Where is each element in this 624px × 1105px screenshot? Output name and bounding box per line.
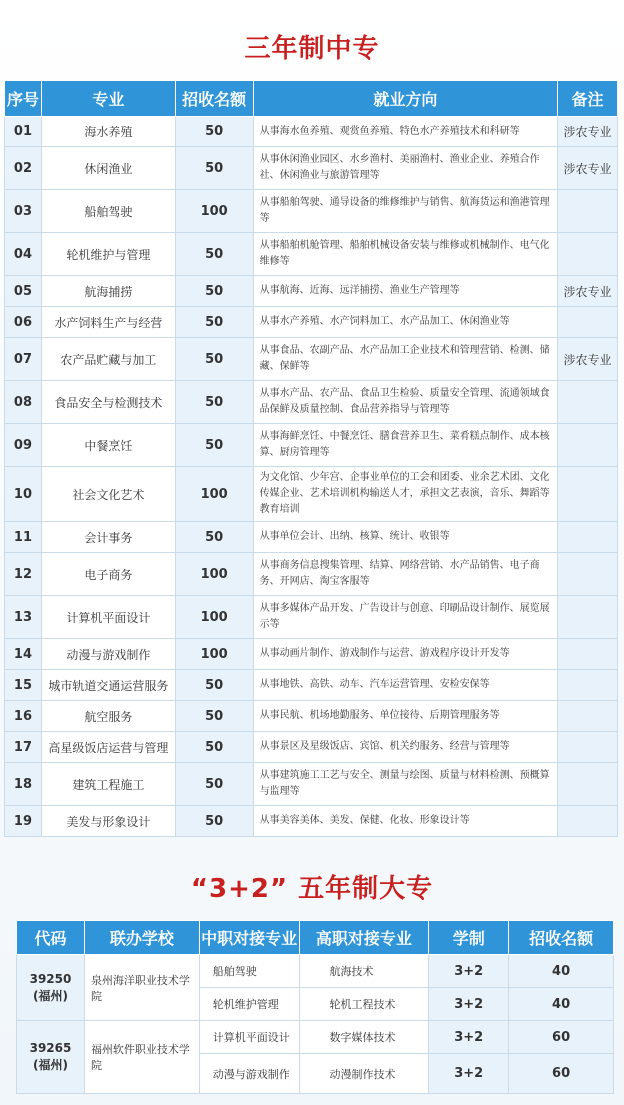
table-header-row xyxy=(17,921,614,955)
row-note xyxy=(558,381,618,424)
row-quota: 50 xyxy=(175,233,253,276)
row-high-major: 航海技术 xyxy=(299,955,429,988)
row-quota: 60 xyxy=(509,1054,614,1094)
row-no: 09 xyxy=(5,424,42,467)
row-quota: 100 xyxy=(175,553,253,596)
table-row xyxy=(5,190,618,233)
table-row xyxy=(5,522,618,553)
row-note xyxy=(558,467,618,522)
table-header-row xyxy=(5,81,618,117)
row-major: 船舶驾驶 xyxy=(41,190,175,233)
row-note xyxy=(558,763,618,806)
row-job: 从事船舶驾驶、通导设备的维修维护与销售、航海货运和渔港管理等 xyxy=(253,190,557,233)
row-quota: 60 xyxy=(509,1021,614,1054)
row-major: 城市轨道交通运营服务 xyxy=(41,670,175,701)
row-quota: 50 xyxy=(175,763,253,806)
row-job: 从事海水鱼养殖、观赏鱼养殖、特色水产养殖技术和科研等 xyxy=(253,117,557,147)
row-major: 航海捕捞 xyxy=(41,276,175,307)
five-year-table xyxy=(16,920,614,1094)
row-major: 会计事务 xyxy=(41,522,175,553)
row-note xyxy=(558,307,618,338)
col-header-code: 代码 xyxy=(17,921,85,955)
table-row xyxy=(5,596,618,639)
row-quota: 50 xyxy=(175,732,253,763)
col-header-quota: 招收名额 xyxy=(175,81,253,117)
table-row xyxy=(5,701,618,732)
row-no: 14 xyxy=(5,639,42,670)
row-job: 从事食品、农副产品、水产品加工企业技术和管理营销、检测、储藏、保鲜等 xyxy=(253,338,557,381)
row-major: 电子商务 xyxy=(41,553,175,596)
row-quota: 50 xyxy=(175,117,253,147)
table-row xyxy=(5,670,618,701)
col-header-major: 专业 xyxy=(41,81,175,117)
row-no: 19 xyxy=(5,806,42,837)
row-job: 从事单位会计、出纳、核算、统计、收银等 xyxy=(253,522,557,553)
row-quota: 50 xyxy=(175,701,253,732)
group-code-cell xyxy=(17,1021,85,1094)
row-major: 航空服务 xyxy=(41,701,175,732)
group-code-cell xyxy=(17,955,85,1021)
row-job: 从事地铁、高铁、动车、汽车运营管理、安检安保等 xyxy=(253,670,557,701)
row-major: 食品安全与检测技术 xyxy=(41,381,175,424)
row-no: 08 xyxy=(5,381,42,424)
row-high-major: 动漫制作技术 xyxy=(299,1054,429,1094)
group-city: (福州) xyxy=(32,988,68,1003)
group-code: 39250 xyxy=(29,971,72,986)
row-job: 从事航海、近海、远洋捕捞、渔业生产管理等 xyxy=(253,276,557,307)
table-row xyxy=(5,307,618,338)
table-row xyxy=(5,732,618,763)
row-quota: 40 xyxy=(509,955,614,988)
row-job: 从事动画片制作、游戏制作与运营、游戏程序设计开发等 xyxy=(253,639,557,670)
col-header-high-major: 高职对接专业 xyxy=(299,921,429,955)
row-no: 04 xyxy=(5,233,42,276)
row-job: 从事民航、机场地勤服务、单位接待、后期管理服务等 xyxy=(253,701,557,732)
row-major: 海水养殖 xyxy=(41,117,175,147)
table-row xyxy=(5,233,618,276)
row-no: 07 xyxy=(5,338,42,381)
table-row xyxy=(5,424,618,467)
row-no: 16 xyxy=(5,701,42,732)
row-note xyxy=(558,596,618,639)
row-quota: 50 xyxy=(175,147,253,190)
col-header-quota: 招收名额 xyxy=(509,921,614,955)
row-note xyxy=(558,670,618,701)
table-row xyxy=(5,117,618,147)
row-mid-major: 轮机维护管理 xyxy=(199,988,299,1021)
row-quota: 50 xyxy=(175,424,253,467)
row-job: 从事休闲渔业园区、水乡渔村、美丽渔村、渔业企业、养殖合作社、休闲渔业与旅游管理等 xyxy=(253,147,557,190)
row-quota: 40 xyxy=(509,988,614,1021)
table-row xyxy=(5,147,618,190)
row-job: 从事水产养殖、水产饲料加工、水产品加工、休闲渔业等 xyxy=(253,307,557,338)
row-mid-major: 动漫与游戏制作 xyxy=(199,1054,299,1094)
row-note: 涉农专业 xyxy=(558,338,618,381)
row-job: 从事船舶机舱管理、船舶机械设备安装与维修或机械制作、电气化维修等 xyxy=(253,233,557,276)
three-year-table xyxy=(4,80,618,837)
row-years: 3+2 xyxy=(429,1054,509,1094)
row-major: 美发与形象设计 xyxy=(41,806,175,837)
three-year-table-body xyxy=(5,117,618,837)
row-major: 中餐烹饪 xyxy=(41,424,175,467)
row-note xyxy=(558,553,618,596)
row-major: 水产饲料生产与经营 xyxy=(41,307,175,338)
col-header-job: 就业方向 xyxy=(253,81,557,117)
row-major: 农产品贮藏与加工 xyxy=(41,338,175,381)
row-note: 涉农专业 xyxy=(558,147,618,190)
row-job: 为文化馆、少年宫、企事业单位的工会和团委、业余艺术团、文化传媒企业、艺术培训机构输送人才，承担文艺表演，音乐、舞蹈等教育培训 xyxy=(253,467,557,522)
row-note xyxy=(558,522,618,553)
row-no: 10 xyxy=(5,467,42,522)
row-no: 01 xyxy=(5,117,42,147)
row-major: 计算机平面设计 xyxy=(41,596,175,639)
row-years: 3+2 xyxy=(429,955,509,988)
row-quota: 100 xyxy=(175,639,253,670)
row-job: 从事美容美体、美发、保健、化妆、形象设计等 xyxy=(253,806,557,837)
row-high-major: 数字媒体技术 xyxy=(299,1021,429,1054)
row-no: 18 xyxy=(5,763,42,806)
row-quota: 100 xyxy=(175,190,253,233)
row-quota: 100 xyxy=(175,467,253,522)
group-city: (福州) xyxy=(32,1058,68,1072)
row-major: 社会文化艺术 xyxy=(41,467,175,522)
row-mid-major: 计算机平面设计 xyxy=(199,1021,299,1054)
row-quota: 100 xyxy=(175,596,253,639)
row-quota: 50 xyxy=(175,338,253,381)
row-job: 从事海鲜烹饪、中餐烹饪、膳食营养卫生、菜肴糕点制作、成本核算、厨房管理等 xyxy=(253,424,557,467)
table-row xyxy=(5,276,618,307)
table-row xyxy=(17,955,614,988)
row-note: 涉农专业 xyxy=(558,276,618,307)
table-row xyxy=(5,338,618,381)
five-year-table-body xyxy=(17,955,614,1094)
row-note xyxy=(558,732,618,763)
table-row xyxy=(5,467,618,522)
row-note xyxy=(558,639,618,670)
row-job: 从事多媒体产品开发、广告设计与创意、印刷品设计制作、展览展示等 xyxy=(253,596,557,639)
table-row xyxy=(17,1021,614,1054)
row-major: 高星级饭店运营与管理 xyxy=(41,732,175,763)
row-major: 动漫与游戏制作 xyxy=(41,639,175,670)
section1-title: 三年制中专 xyxy=(244,34,380,64)
row-years: 3+2 xyxy=(429,988,509,1021)
row-note: 涉农专业 xyxy=(558,117,618,147)
group-code: 39265 xyxy=(29,1041,72,1055)
row-no: 02 xyxy=(5,147,42,190)
row-quota: 50 xyxy=(175,522,253,553)
table-row xyxy=(5,381,618,424)
col-header-years: 学制 xyxy=(429,921,509,955)
table-row xyxy=(5,806,618,837)
group-school: 福州软件职业技术学院 xyxy=(84,1021,199,1094)
col-header-note: 备注 xyxy=(558,81,618,117)
row-note xyxy=(558,424,618,467)
row-no: 15 xyxy=(5,670,42,701)
row-no: 12 xyxy=(5,553,42,596)
table-row xyxy=(5,553,618,596)
row-quota: 50 xyxy=(175,806,253,837)
row-no: 03 xyxy=(5,190,42,233)
table-row xyxy=(5,763,618,806)
row-job: 从事景区及星级饭店、宾馆、机关约服务、经营与管理等 xyxy=(253,732,557,763)
row-quota: 50 xyxy=(175,276,253,307)
row-major: 建筑工程施工 xyxy=(41,763,175,806)
row-major: 轮机维护与管理 xyxy=(41,233,175,276)
table-row xyxy=(5,639,618,670)
col-header-no: 序号 xyxy=(5,81,42,117)
row-quota: 50 xyxy=(175,670,253,701)
row-job: 从事水产品、农产品、食品卫生检验、质量安全管理、流通领域食品保鲜及质量控制、食品营养指导与管理等 xyxy=(253,381,557,424)
row-major: 休闲渔业 xyxy=(41,147,175,190)
row-note xyxy=(558,233,618,276)
section2-title: “3+2” 五年制大专 xyxy=(190,874,434,904)
row-high-major: 轮机工程技术 xyxy=(299,988,429,1021)
row-no: 11 xyxy=(5,522,42,553)
row-no: 06 xyxy=(5,307,42,338)
group-school: 泉州海洋职业技术学院 xyxy=(84,955,199,1021)
row-years: 3+2 xyxy=(429,1021,509,1054)
row-quota: 50 xyxy=(175,381,253,424)
col-header-mid-major: 中职对接专业 xyxy=(199,921,299,955)
row-job: 从事商务信息搜集管理、结算、网络营销、水产品销售、电子商务、开网店、淘宝客服等 xyxy=(253,553,557,596)
row-no: 13 xyxy=(5,596,42,639)
row-no: 05 xyxy=(5,276,42,307)
row-quota: 50 xyxy=(175,307,253,338)
row-note xyxy=(558,190,618,233)
row-note xyxy=(558,701,618,732)
row-no: 17 xyxy=(5,732,42,763)
row-note xyxy=(558,806,618,837)
row-job: 从事建筑施工工艺与安全、测量与绘图、质量与材料检测、预概算与监理等 xyxy=(253,763,557,806)
col-header-school: 联办学校 xyxy=(84,921,199,955)
row-mid-major: 船舶驾驶 xyxy=(199,955,299,988)
